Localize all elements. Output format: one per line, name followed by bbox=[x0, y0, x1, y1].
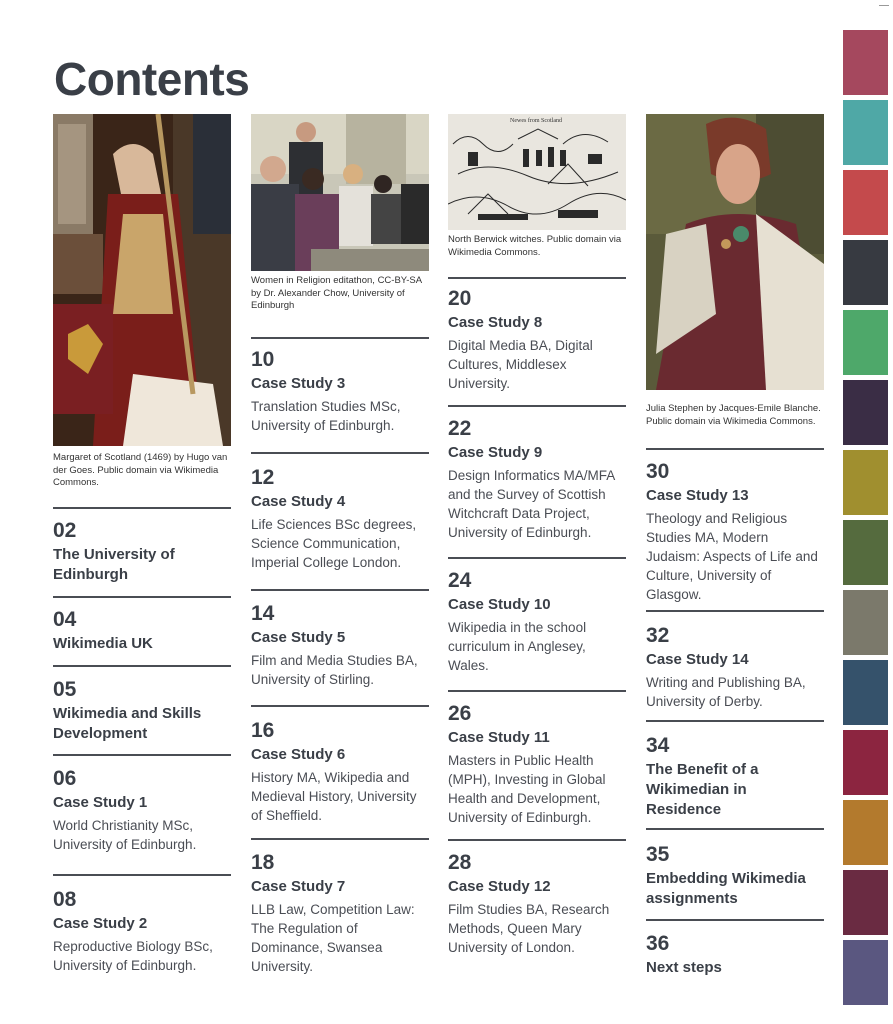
contents-entry[interactable] bbox=[251, 718, 429, 825]
color-swatch bbox=[843, 800, 888, 865]
divider bbox=[448, 839, 626, 841]
entry-heading: Next steps bbox=[646, 959, 722, 976]
entry-heading: Case Study 7 bbox=[251, 878, 346, 895]
color-swatch bbox=[843, 520, 888, 585]
color-swatch bbox=[843, 660, 888, 725]
divider bbox=[646, 828, 824, 830]
contents-entry[interactable] bbox=[251, 850, 429, 976]
entry-description: Digital Media BA, Digital Cultures, Middlesex University. bbox=[448, 338, 593, 391]
entry-heading: Case Study 11 bbox=[448, 729, 550, 746]
page-number: 22 bbox=[448, 417, 472, 440]
contents-entry[interactable] bbox=[251, 347, 429, 435]
color-swatch bbox=[843, 100, 888, 165]
entry-heading: Wikimedia and Skills Development bbox=[53, 705, 202, 742]
news-header-text: Newes from Scotland bbox=[510, 118, 562, 124]
entry-heading: Wikimedia UK bbox=[53, 635, 153, 652]
divider bbox=[251, 705, 429, 707]
page-number: 12 bbox=[251, 466, 275, 489]
contents-entry[interactable] bbox=[448, 701, 626, 827]
page-number: 16 bbox=[251, 719, 275, 742]
entry-heading: Case Study 9 bbox=[448, 444, 543, 461]
contents-entry[interactable] bbox=[53, 607, 231, 654]
contents-entry[interactable] bbox=[53, 887, 231, 975]
contents-entry[interactable] bbox=[646, 733, 824, 820]
entry-heading: Case Study 8 bbox=[448, 314, 543, 331]
divider bbox=[53, 596, 231, 598]
contents-entry[interactable] bbox=[448, 286, 626, 393]
page-number: 10 bbox=[251, 348, 275, 371]
contents-entry[interactable] bbox=[448, 568, 626, 675]
color-swatch bbox=[843, 30, 888, 95]
page-number: 14 bbox=[251, 602, 275, 625]
divider bbox=[448, 690, 626, 692]
page-number: 24 bbox=[448, 569, 472, 592]
witches-caption: North Berwick witches. Public domain via Wikimedia Commons. bbox=[448, 234, 622, 258]
entry-heading: Case Study 13 bbox=[646, 487, 749, 504]
contents-entry[interactable] bbox=[53, 518, 231, 585]
editathon-caption: Women in Religion editathon, CC-BY-SA by Dr. Alexander Chow, University of Edinburgh bbox=[251, 275, 422, 311]
entry-description: Writing and Publishing BA, University of Derby. bbox=[646, 675, 806, 709]
divider bbox=[251, 589, 429, 591]
divider bbox=[448, 405, 626, 407]
entry-description: World Christianity MSc, University of Edinburgh. bbox=[53, 818, 197, 852]
entry-description: History MA, Wikipedia and Medieval History, University of Sheffield. bbox=[251, 770, 417, 823]
contents-entry[interactable] bbox=[53, 677, 231, 744]
divider bbox=[646, 448, 824, 450]
entry-heading: Embedding Wikimedia assignments bbox=[646, 870, 806, 907]
julia-stephen-image bbox=[646, 114, 824, 390]
margaret-of-scotland-image bbox=[53, 114, 231, 446]
divider bbox=[646, 610, 824, 612]
contents-entry[interactable] bbox=[646, 842, 824, 909]
north-berwick-witches-image bbox=[448, 114, 626, 230]
contents-entry[interactable] bbox=[646, 459, 824, 604]
entry-description: Design Informatics MA/MFA and the Survey of Scottish Witchcraft Data Project, University of Edinburgh. bbox=[448, 468, 615, 540]
entry-description: Theology and Religious Studies MA, Modern Judaism: Aspects of Life and Culture, University of Glasgow. bbox=[646, 511, 818, 602]
color-swatch bbox=[843, 310, 888, 375]
entry-heading: Case Study 1 bbox=[53, 794, 148, 811]
corner-mark bbox=[879, 5, 889, 6]
divider bbox=[53, 754, 231, 756]
color-swatch bbox=[843, 940, 888, 1005]
entry-description: Masters in Public Health (MPH), Investing in Global Health and Development, University of Edinburgh. bbox=[448, 753, 606, 825]
page-number: 26 bbox=[448, 702, 472, 725]
editathon-photo bbox=[251, 114, 429, 271]
page-number: 18 bbox=[251, 851, 275, 874]
entry-description: Translation Studies MSc, University of Edinburgh. bbox=[251, 399, 401, 433]
entry-description: LLB Law, Competition Law: The Regulation of Dominance, Swansea University. bbox=[251, 902, 415, 974]
divider bbox=[251, 452, 429, 454]
page-title: Contents bbox=[54, 53, 250, 105]
color-swatch bbox=[843, 450, 888, 515]
divider bbox=[251, 337, 429, 339]
entry-heading: Case Study 3 bbox=[251, 375, 346, 392]
color-swatch bbox=[843, 590, 888, 655]
page-number: 06 bbox=[53, 767, 77, 790]
entry-heading: The Benefit of a Wikimedian in Residence bbox=[646, 761, 759, 818]
page-number: 35 bbox=[646, 843, 670, 866]
julia-caption: Julia Stephen by Jacques-Emile Blanche. Public domain via Wikimedia Commons. bbox=[646, 403, 821, 427]
page-number: 28 bbox=[448, 851, 472, 874]
color-swatch bbox=[843, 870, 888, 935]
divider bbox=[448, 277, 626, 279]
page-number: 08 bbox=[53, 888, 77, 911]
entry-heading: Case Study 6 bbox=[251, 746, 346, 763]
page-number: 34 bbox=[646, 734, 670, 757]
divider bbox=[251, 838, 429, 840]
page-number: 04 bbox=[53, 608, 77, 631]
contents-entry[interactable] bbox=[646, 931, 824, 978]
contents-entry[interactable] bbox=[448, 416, 626, 542]
divider bbox=[646, 919, 824, 921]
contents-entry[interactable] bbox=[53, 766, 231, 854]
entry-heading: Case Study 4 bbox=[251, 493, 346, 510]
page-number: 02 bbox=[53, 519, 77, 542]
entry-description: Film Studies BA, Research Methods, Queen Mary University of London. bbox=[448, 902, 610, 955]
color-swatch bbox=[843, 170, 888, 235]
entry-heading: Case Study 14 bbox=[646, 651, 749, 668]
entry-heading: Case Study 12 bbox=[448, 878, 551, 895]
contents-entry[interactable] bbox=[448, 850, 626, 957]
entry-description: Film and Media Studies BA, University of Stirling. bbox=[251, 653, 418, 687]
entry-heading: Case Study 10 bbox=[448, 596, 551, 613]
color-swatch bbox=[843, 240, 888, 305]
contents-entry[interactable] bbox=[251, 465, 429, 572]
divider bbox=[53, 874, 231, 876]
page-number: 32 bbox=[646, 624, 670, 647]
contents-entry[interactable] bbox=[646, 623, 824, 711]
entry-description: Reproductive Biology BSc, University of Edinburgh. bbox=[53, 939, 213, 973]
page-number: 36 bbox=[646, 932, 670, 955]
page-number: 05 bbox=[53, 678, 77, 701]
entry-heading: Case Study 5 bbox=[251, 629, 346, 646]
divider bbox=[646, 720, 824, 722]
divider bbox=[53, 507, 231, 509]
page-number: 20 bbox=[448, 287, 472, 310]
divider bbox=[53, 665, 231, 667]
page-number: 30 bbox=[646, 460, 670, 483]
color-swatch bbox=[843, 730, 888, 795]
entry-heading: The University of Edinburgh bbox=[53, 546, 175, 583]
entry-heading: Case Study 2 bbox=[53, 915, 148, 932]
color-swatch bbox=[843, 380, 888, 445]
contents-entry[interactable] bbox=[251, 601, 429, 689]
entry-description: Wikipedia in the school curriculum in Anglesey, Wales. bbox=[448, 620, 587, 673]
entry-description: Life Sciences BSc degrees, Science Communication, Imperial College London. bbox=[251, 517, 417, 570]
divider bbox=[448, 557, 626, 559]
margaret-caption: Margaret of Scotland (1469) by Hugo van der Goes. Public domain via Wikimedia Commons. bbox=[53, 452, 228, 488]
